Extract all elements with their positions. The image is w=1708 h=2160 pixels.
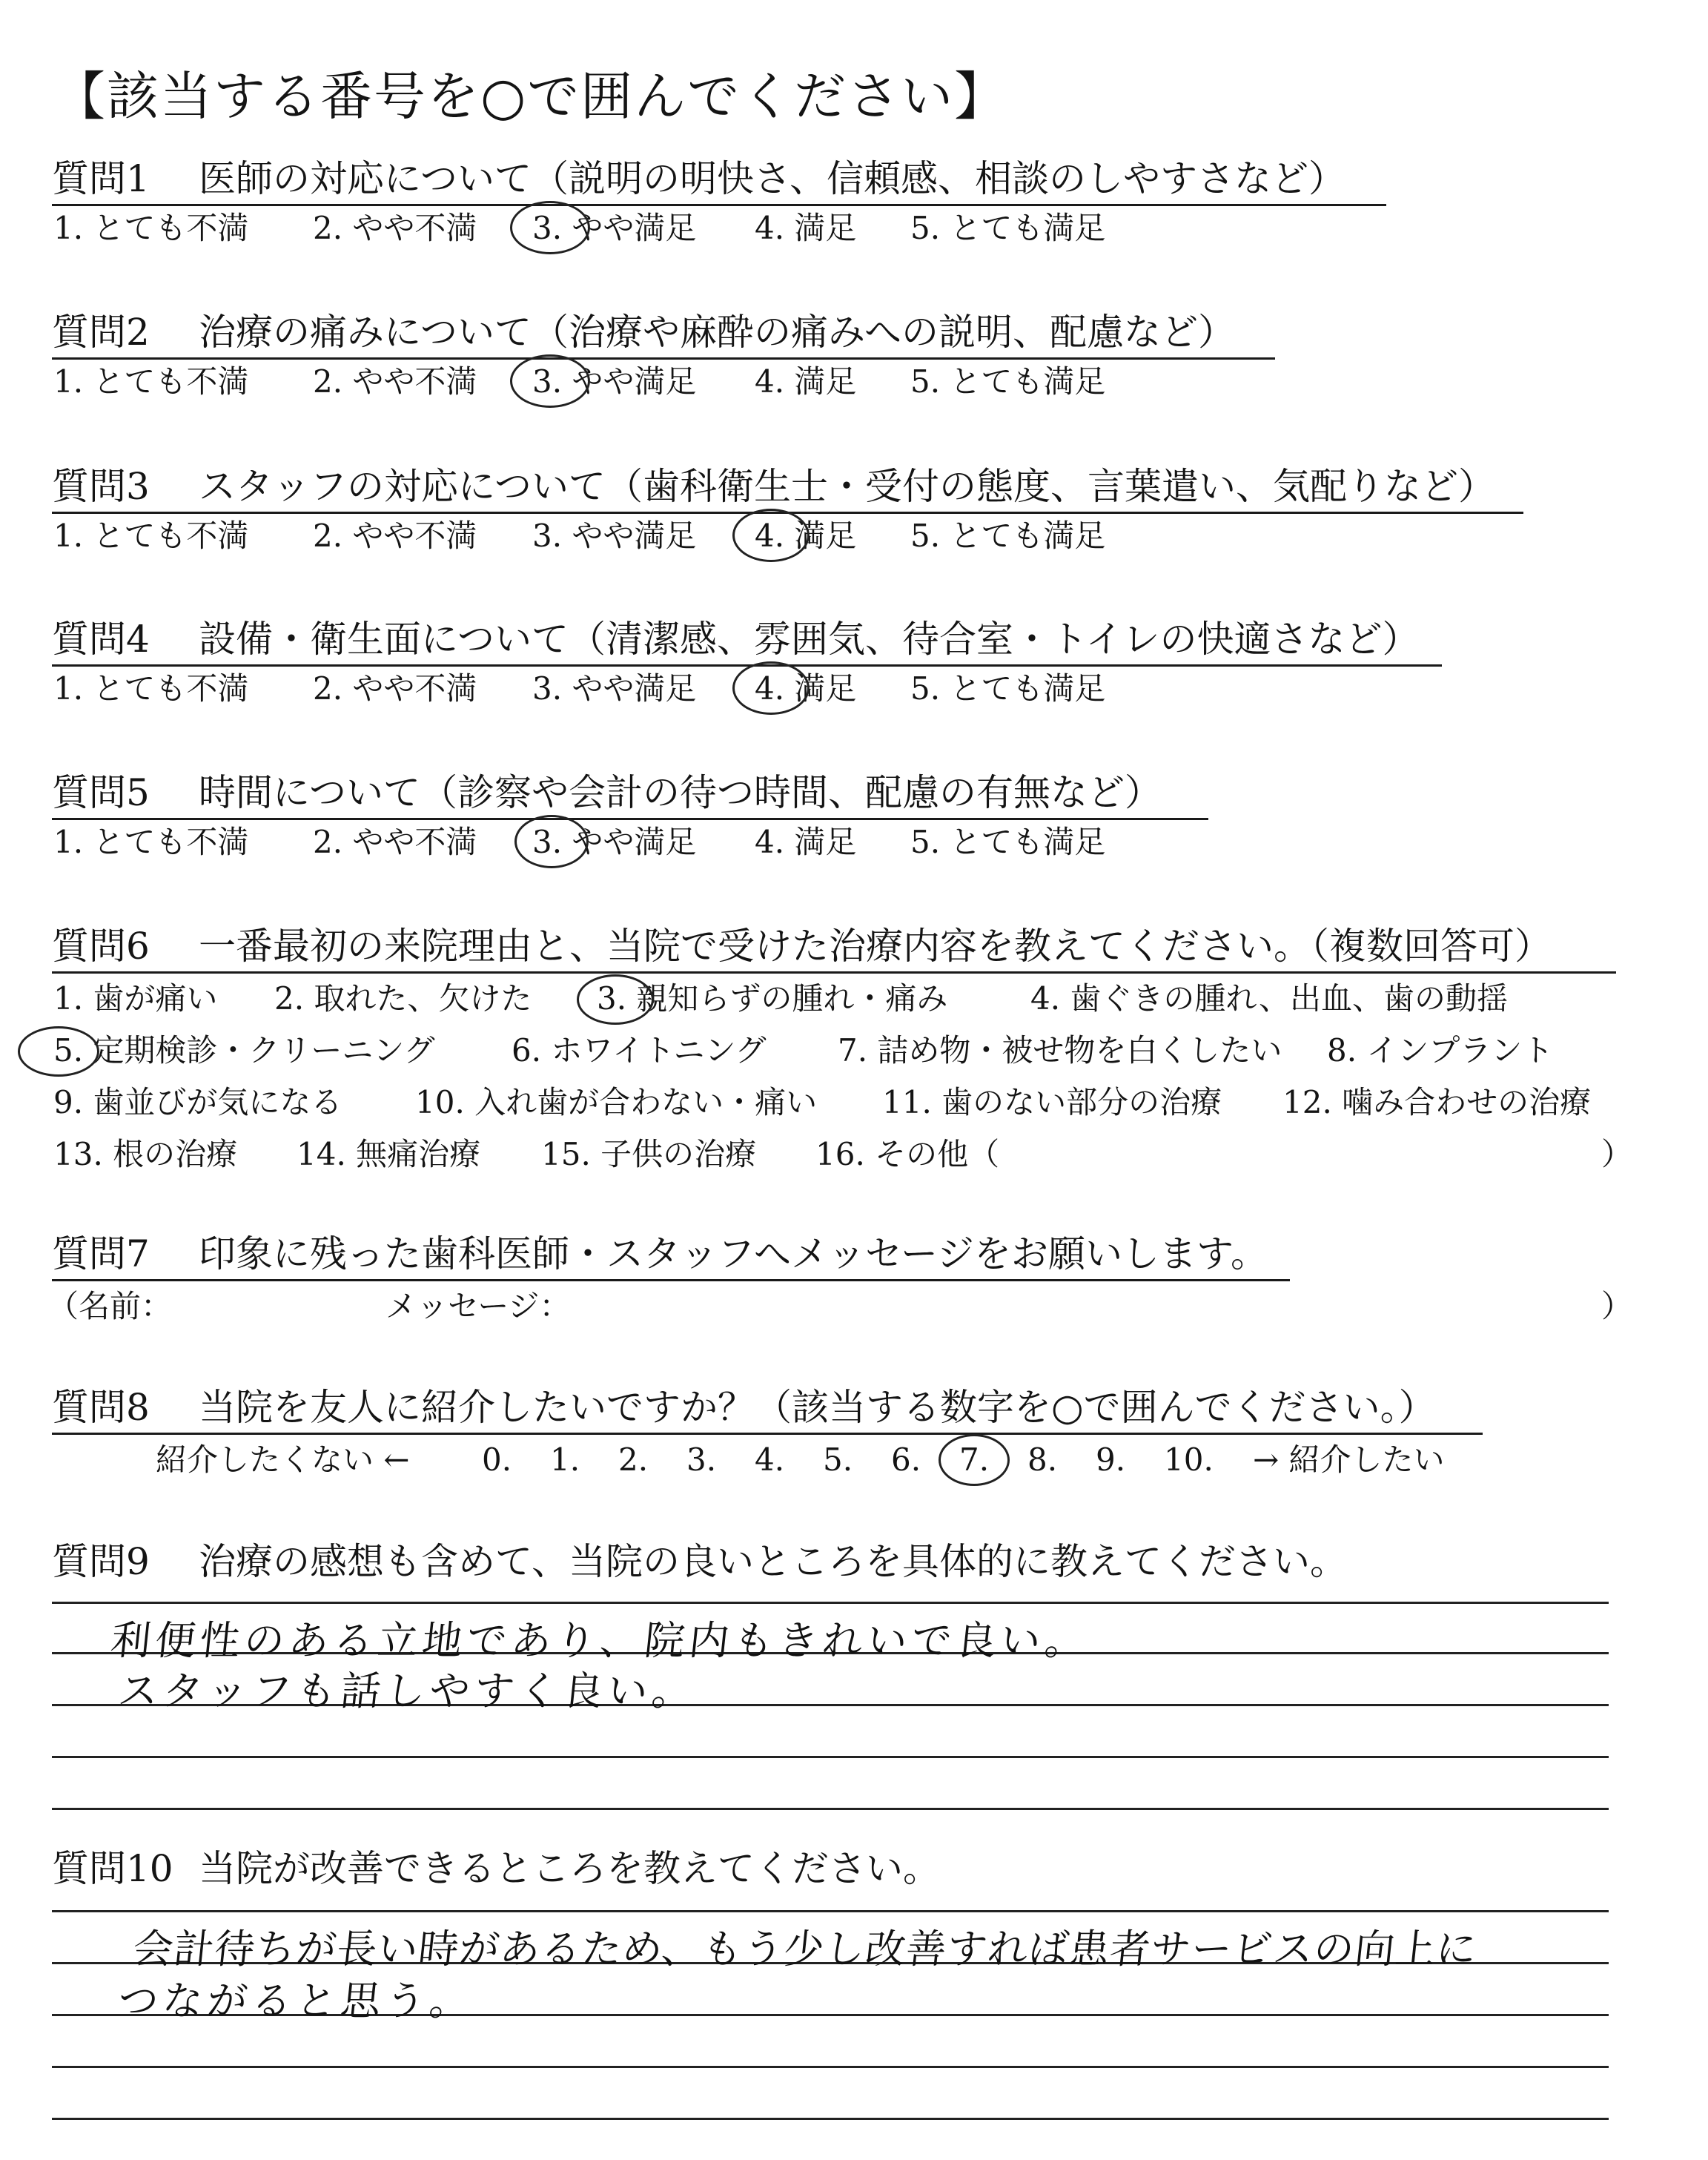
treatment-option-14[interactable]: 14. 無痛治療 (297, 1136, 481, 1172)
question-number: 質問7 (52, 1232, 150, 1275)
answer-line (52, 2118, 1609, 2120)
question-text: 印象に残った歯科医師・スタッフへメッセージをお願いします。 (199, 1232, 1268, 1275)
scale-8[interactable]: 8. (1027, 1441, 1058, 1478)
question-title (52, 460, 1631, 513)
scale-2[interactable]: 2. (618, 1441, 649, 1478)
option-5[interactable]: 5. とても満足 (910, 670, 1106, 707)
question-number: 質問1 (52, 157, 150, 200)
rating-options (52, 205, 1631, 251)
option-1[interactable]: 1. とても不満 (53, 210, 249, 246)
option-2[interactable]: 2. やや不満 (313, 670, 477, 707)
treatment-option-9[interactable]: 9. 歯並びが気になる (53, 1084, 342, 1120)
question-title (52, 1227, 1631, 1281)
option-1[interactable]: 1. とても不満 (53, 670, 249, 707)
option-3[interactable]: 3. やや満足 (532, 670, 697, 707)
question-9 (52, 1535, 1631, 1588)
question-number: 質問8 (52, 1386, 150, 1429)
rating-options (52, 819, 1631, 865)
question-title (52, 1535, 1631, 1588)
option-3[interactable]: 3. やや満足 (532, 363, 697, 400)
answer-line (52, 2066, 1609, 2068)
option-3[interactable]: 3. やや満足 (532, 518, 697, 554)
rating-options (52, 513, 1631, 559)
treatment-option-4[interactable]: 4. 歯ぐきの腫れ、出血、歯の動揺 (1030, 980, 1508, 1017)
answer-line (52, 1602, 1609, 1604)
question-title (52, 305, 1631, 359)
handwritten-answer: つながると思う。 (116, 1978, 477, 2024)
message-label: メッセージ： (385, 1288, 571, 1324)
question-text: 一番最初の来院理由と、当院で受けた治療内容を教えてください。（複数回答可） (199, 925, 1552, 968)
selection-circle (732, 661, 810, 715)
scale-1[interactable]: 1. (550, 1441, 580, 1478)
rating-options (52, 359, 1631, 405)
selection-circle (939, 1434, 1010, 1486)
question-number: 質問9 (52, 1540, 150, 1583)
question-title (52, 1381, 1631, 1434)
answer-line (52, 1756, 1609, 1758)
selection-circle (732, 509, 810, 562)
question-number: 質問6 (52, 925, 150, 968)
treatment-option-15[interactable]: 15. 子供の治療 (541, 1136, 757, 1172)
treatment-option-13[interactable]: 13. 根の治療 (53, 1136, 238, 1172)
answer-line (52, 1910, 1609, 1912)
recommend-scale (52, 1434, 1631, 1486)
question-1 (52, 152, 1631, 251)
question-8 (52, 1381, 1631, 1486)
question-text: 時間について（診察や会計の待つ時間、配慮の有無など） (199, 771, 1162, 814)
question-number: 質問5 (52, 771, 150, 814)
other-close-paren: ） (1601, 1136, 1633, 1172)
option-5[interactable]: 5. とても満足 (910, 518, 1106, 554)
treatment-option-16[interactable]: 16. その他（ (815, 1136, 1000, 1172)
scale-4[interactable]: 4. (755, 1441, 785, 1478)
treatment-option-12[interactable]: 12. 噛み合わせの治療 (1282, 1084, 1592, 1120)
handwritten-answer: 利便性のある立地であり、院内もきれいで良い。 (108, 1617, 1092, 1664)
treatment-option-2[interactable]: 2. 取れた、欠けた (274, 980, 532, 1017)
question-title (52, 612, 1631, 666)
treatment-option-10[interactable]: 10. 入れ歯が合わない・痛い (415, 1084, 818, 1120)
question-text: 当院を友人に紹介したいですか？（該当する数字を○で囲んでください。） (199, 1386, 1436, 1429)
scale-0[interactable]: 0. (482, 1441, 512, 1478)
question-text: 医師の対応について（説明の明快さ、信頼感、相談のしやすさなど） (199, 157, 1345, 200)
option-3[interactable]: 3. やや満足 (532, 824, 697, 860)
option-4[interactable]: 4. 満足 (755, 824, 857, 860)
question-2 (52, 305, 1631, 405)
scale-6[interactable]: 6. (891, 1441, 921, 1478)
name-label: （名前： (47, 1288, 173, 1324)
selection-circle (510, 201, 590, 254)
question-5 (52, 766, 1631, 865)
scale-7[interactable]: 7. (959, 1441, 990, 1478)
selection-circle (18, 1026, 99, 1077)
treatment-option-6[interactable]: 6. ホワイトニング (512, 1032, 767, 1069)
option-4[interactable]: 4. 満足 (755, 363, 857, 400)
treatment-option-5[interactable]: 5. 定期検診・クリーニング (53, 1032, 435, 1069)
option-4[interactable]: 4. 満足 (755, 518, 857, 554)
option-4[interactable]: 4. 満足 (755, 210, 857, 246)
message-fields (47, 1281, 1633, 1332)
option-1[interactable]: 1. とても不満 (53, 518, 249, 554)
question-text: スタッフの対応について（歯科衛生士・受付の態度、言葉遣い、気配りなど） (199, 465, 1495, 508)
scale-5[interactable]: 5. (823, 1441, 853, 1478)
message-close-paren: ） (1601, 1288, 1633, 1324)
treatment-option-7[interactable]: 7. 詰め物・被せ物を白くしたい (838, 1032, 1282, 1069)
scale-right-label: → 紹介したい (1253, 1441, 1445, 1478)
scale-left-label: 紹介したくない ← (156, 1441, 410, 1478)
question-title (52, 919, 1631, 973)
selection-circle (514, 815, 589, 868)
treatment-option-1[interactable]: 1. 歯が痛い (53, 980, 218, 1017)
option-2[interactable]: 2. やや不満 (313, 518, 477, 554)
treatment-option-11[interactable]: 11. 歯のない部分の治療 (882, 1084, 1222, 1120)
option-5[interactable]: 5. とても満足 (910, 363, 1106, 400)
form-header: 【該当する番号を○で囲んでください】 (53, 66, 1008, 127)
question-text: 治療の感想も含めて、当院の良いところを具体的に教えてください。 (199, 1540, 1347, 1583)
treatment-options (52, 973, 1631, 1180)
treatment-option-8[interactable]: 8. インプラント (1327, 1032, 1554, 1069)
selection-circle (510, 354, 590, 408)
question-title (52, 1842, 1631, 1895)
rating-options (52, 666, 1631, 712)
answer-line (52, 1808, 1609, 1810)
question-7 (47, 1227, 1633, 1332)
option-1[interactable]: 1. とても不満 (53, 824, 249, 860)
scale-3[interactable]: 3. (686, 1441, 717, 1478)
question-4 (52, 612, 1631, 712)
question-6 (52, 919, 1631, 1180)
option-2[interactable]: 2. やや不満 (313, 210, 477, 246)
treatment-option-3[interactable]: 3. 親知らずの腫れ・痛み (597, 980, 948, 1017)
scale-10[interactable]: 10. (1164, 1441, 1214, 1478)
question-number: 質問3 (52, 465, 150, 508)
question-number: 質問10 (52, 1847, 173, 1890)
option-3[interactable]: 3. やや満足 (532, 210, 697, 246)
question-title (52, 152, 1631, 205)
option-2[interactable]: 2. やや不満 (313, 363, 477, 400)
option-4[interactable]: 4. 満足 (755, 670, 857, 707)
question-text: 設備・衛生面について（清潔感、雰囲気、待合室・トイレの快適さなど） (199, 618, 1420, 661)
question-title (52, 766, 1631, 819)
question-text: 治療の痛みについて（治療や麻酔の痛みへの説明、配慮など） (199, 311, 1235, 354)
question-text: 当院が改善できるところを教えてください。 (199, 1847, 940, 1890)
selection-circle (577, 974, 654, 1025)
option-5[interactable]: 5. とても満足 (910, 210, 1106, 246)
option-1[interactable]: 1. とても不満 (53, 363, 249, 400)
option-5[interactable]: 5. とても満足 (910, 824, 1106, 860)
question-10 (52, 1842, 1631, 1895)
scale-9[interactable]: 9. (1096, 1441, 1126, 1478)
handwritten-answer: 会計待ちが長い時があるため、もう少し改善すれば患者サービスの向上に (130, 1926, 1480, 1972)
handwritten-answer: スタッフも話しやすく良い。 (116, 1668, 699, 1714)
option-2[interactable]: 2. やや不満 (313, 824, 477, 860)
question-number: 質問4 (52, 618, 150, 661)
question-3 (52, 460, 1631, 559)
question-number: 質問2 (52, 311, 150, 354)
